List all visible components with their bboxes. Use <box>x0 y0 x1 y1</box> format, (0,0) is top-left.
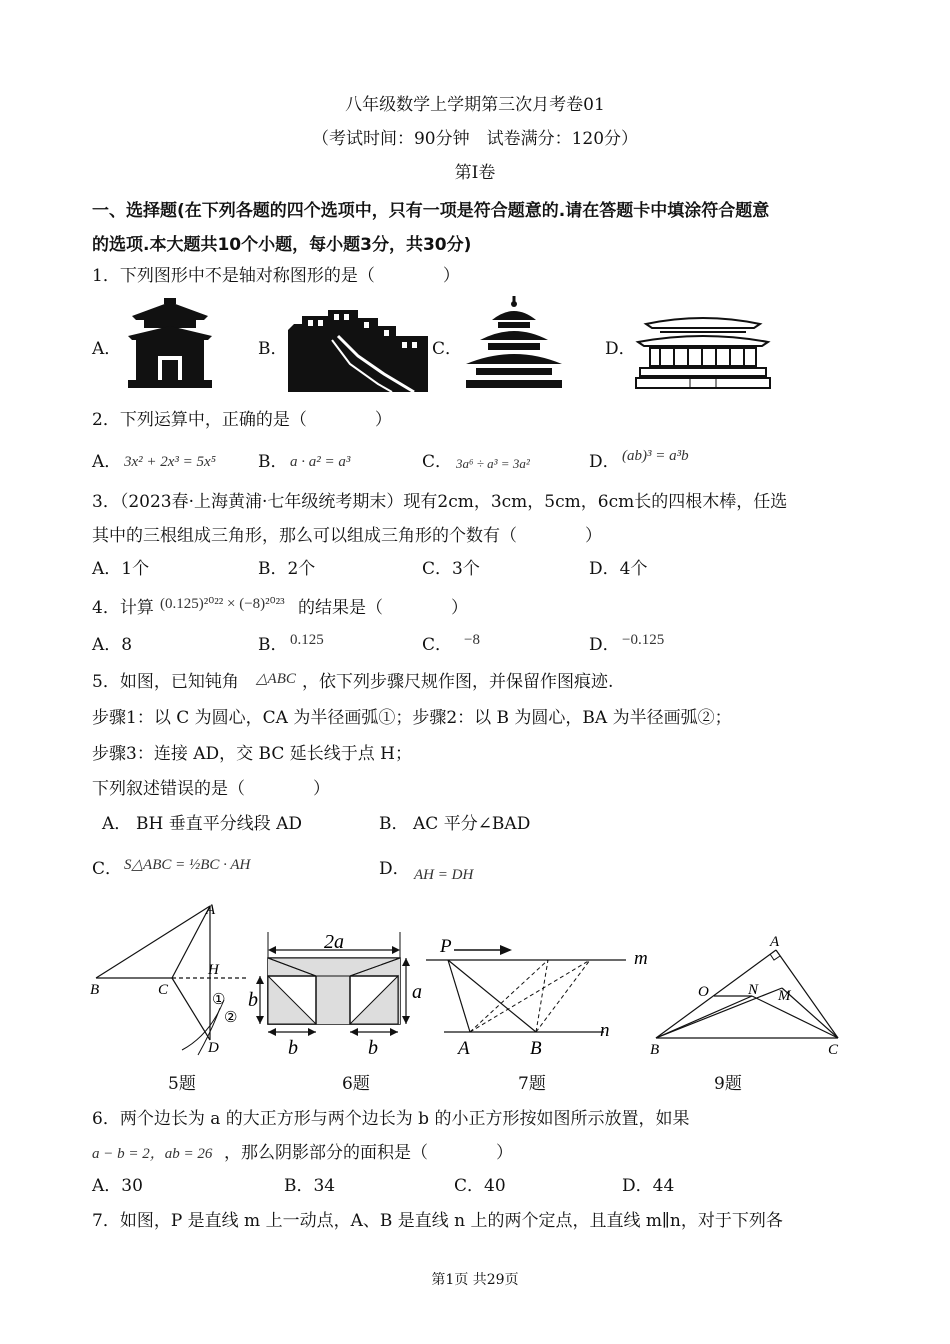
fig9-label-m: M <box>778 988 791 1004</box>
q6-line2: ，那么阴影部分的面积是（ ） <box>224 1143 513 1163</box>
fig7-label-a: A <box>458 1038 470 1059</box>
q4-option-d-label: D． <box>589 635 620 655</box>
gate-building-image <box>124 298 216 390</box>
q5-line1-post: ，依下列步骤尺规作图，并保留作图痕迹. <box>302 672 614 692</box>
fig6-label-b-bottom2: b <box>368 1037 378 1059</box>
q1-option-b-label: B． <box>258 339 288 359</box>
q2-option-a-label: A． <box>92 452 122 472</box>
figure-5-diagram <box>86 900 256 1060</box>
q2-option-b-label: B． <box>258 452 288 472</box>
q2-option-a: 3x² + 2x³ = 5x⁵ <box>124 454 216 470</box>
fig7-label-n: n <box>600 1020 610 1041</box>
q6-option-c: C．40 <box>454 1176 506 1196</box>
fig6-label-b-left: b <box>248 989 258 1011</box>
q6-option-d: D．44 <box>622 1176 675 1196</box>
fig9-label-o: O <box>698 984 709 1000</box>
q7-line1: 7．如图，P 是直线 m 上一动点，A、B 是直线 n 上的两个定点，且直线 m∥n，对于下列各 <box>92 1211 783 1231</box>
q4-expression: (0.125)²⁰²² × (−8)²⁰²³ <box>160 596 285 612</box>
figure-6-caption: 6题 <box>342 1074 370 1094</box>
q5-triangle: △ABC <box>256 671 296 687</box>
fig7-label-m: m <box>634 948 648 969</box>
q1-stem: 1．下列图形中不是轴对称图形的是（ ） <box>92 266 460 286</box>
section-heading-line2: 的选项.本大题共10个小题，每小题3分，共30分) <box>92 235 472 255</box>
q5-option-a-label: A． <box>102 814 132 834</box>
q3-line1: 3．（2023春·上海黄浦·七年级统考期末）现有2cm，3cm，5cm，6cm长的四根木棒，任选 <box>92 492 788 512</box>
fig9-label-b: B <box>650 1042 660 1058</box>
q4-option-b-label: B． <box>258 635 288 655</box>
figure-7-caption: 7题 <box>518 1074 546 1094</box>
q4-option-c-label: C． <box>422 635 453 655</box>
exam-title: 八年级数学上学期第三次月考卷01 <box>345 95 605 115</box>
q5-line1-pre: 5．如图，已知钝角 <box>92 672 239 692</box>
q4-option-d: −0.125 <box>622 632 665 648</box>
fig6-label-a: a <box>412 981 422 1003</box>
fig5-label-a: A <box>206 902 216 918</box>
fig7-label-b: B <box>530 1038 542 1059</box>
q2-option-c: 3a⁶ ÷ a³ = 3a² <box>456 456 530 471</box>
q4-stem-post: 的结果是（ ） <box>298 598 468 618</box>
figure-7-diagram <box>420 930 660 1060</box>
q2-option-b: a · a² = a³ <box>290 454 351 470</box>
fig6-label-b-bottom1: b <box>288 1037 298 1059</box>
q1-option-a-label: A． <box>92 339 122 359</box>
figure-9-caption: 9题 <box>714 1074 742 1094</box>
q3-option-a: A．1个 <box>92 559 150 579</box>
figure-6-diagram <box>246 928 436 1058</box>
q3-line2: 其中的三根组成三角形，那么可以组成三角形的个数有（ ） <box>92 526 602 546</box>
fig5-label-h: H <box>208 962 219 978</box>
volume-label: 第Ⅰ卷 <box>454 163 496 183</box>
q5-option-a: BH 垂直平分线段 AD <box>136 814 303 834</box>
figure-5-caption: 5题 <box>168 1074 196 1094</box>
exam-subtitle: （考试时间：90分钟 试卷满分：120分） <box>311 129 639 149</box>
q3-option-d: D．4个 <box>589 559 648 579</box>
q5-option-b: AC 平分∠BAD <box>413 814 531 834</box>
fig5-label-d: D <box>208 1040 219 1056</box>
q5-option-c-label: C． <box>92 859 123 879</box>
page-number: 第1页 共29页 <box>431 1272 519 1288</box>
q4-option-a: A．8 <box>92 635 133 655</box>
fig7-label-p: P <box>440 936 452 957</box>
q6-condition: a − b = 2，ab = 26 <box>92 1146 213 1162</box>
fig5-arc2-mark: ② <box>224 1010 238 1026</box>
q1-option-c-label: C． <box>432 339 463 359</box>
q1-option-d-label: D． <box>605 339 636 359</box>
q5-option-c: S△ABC = ½BC · AH <box>124 857 251 873</box>
q2-stem: 2．下列运算中，正确的是（ ） <box>92 410 392 430</box>
q4-stem-pre: 4．计算 <box>92 598 154 618</box>
q5-question: 下列叙述错误的是（ ） <box>92 779 330 799</box>
q6-option-a: A．30 <box>92 1176 143 1196</box>
q4-option-c: −8 <box>464 632 480 648</box>
q6-option-b: B．34 <box>284 1176 336 1196</box>
q3-option-b: B．2个 <box>258 559 316 579</box>
fig9-label-c: C <box>828 1042 839 1058</box>
fig5-arc1-mark: ① <box>212 992 226 1008</box>
fig9-label-a: A <box>770 934 780 950</box>
fig9-label-n: N <box>748 982 759 998</box>
temple-of-heaven-image <box>462 296 566 392</box>
palace-hall-image <box>636 314 770 390</box>
q3-option-c: C．3个 <box>422 559 480 579</box>
fig6-label-2a: 2a <box>324 931 344 953</box>
fig5-label-b: B <box>90 982 100 998</box>
fig5-label-c: C <box>158 982 169 998</box>
q6-line1: 6．两个边长为 a 的大正方形与两个边长为 b 的小正方形按如图所示放置，如果 <box>92 1109 690 1129</box>
q2-option-d-label: D． <box>589 452 620 472</box>
q5-option-d-label: D． <box>379 859 410 879</box>
hill-palace-image <box>288 306 430 392</box>
q5-step1-2: 步骤1：以 C 为圆心，CA 为半径画弧①；步骤2：以 B 为圆心，BA 为半径画弧②； <box>92 708 732 728</box>
figure-9-diagram <box>642 930 852 1060</box>
q5-option-b-label: B． <box>379 814 409 834</box>
section-heading-line1: 一、选择题(在下列各题的四个选项中，只有一项是符合题意的.请在答题卡中填涂符合题意 <box>92 201 770 221</box>
q2-option-d: (ab)³ = a³b <box>622 448 689 464</box>
q4-option-b: 0.125 <box>290 632 324 648</box>
q2-option-c-label: C． <box>422 452 453 472</box>
q5-option-d: AH = DH <box>414 867 474 883</box>
q5-step3: 步骤3：连接 AD，交 BC 延长线于点 H； <box>92 744 412 764</box>
